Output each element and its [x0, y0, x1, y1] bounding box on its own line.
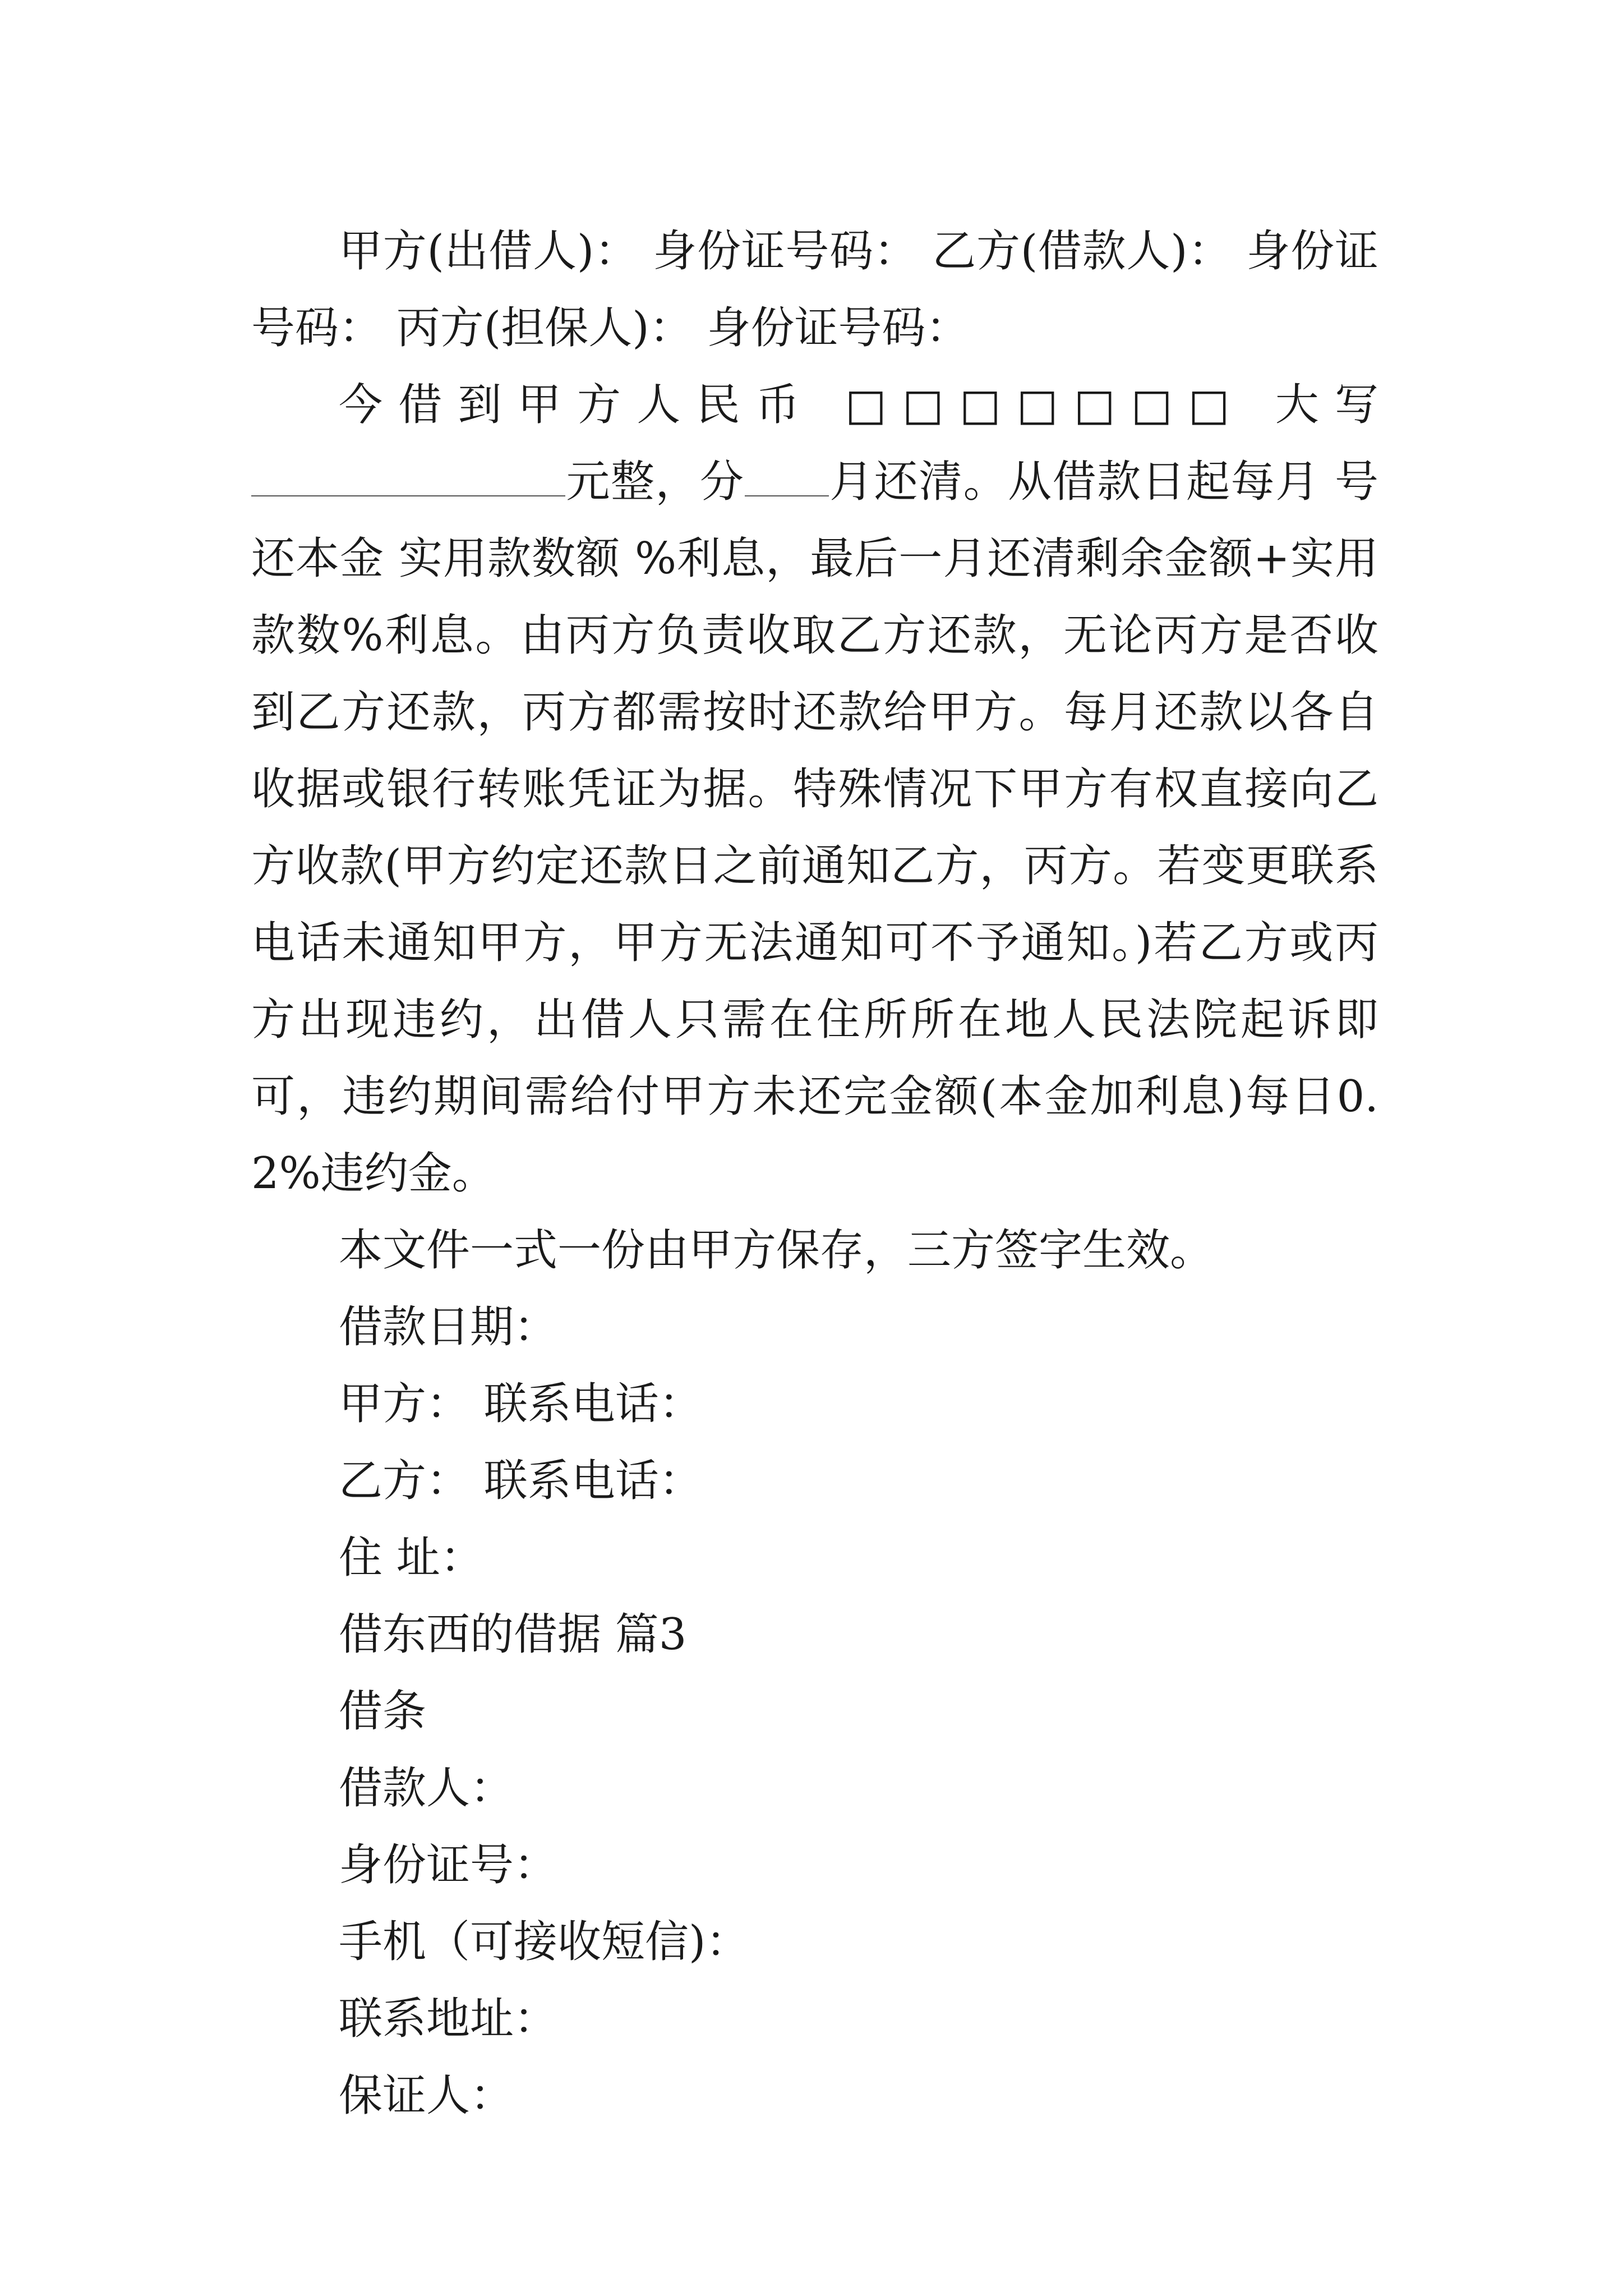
amount-in-words-blank — [251, 459, 565, 496]
address-label: 住 址： — [339, 1533, 484, 1583]
copies-note: 本文件一式一份由甲方保存，三方签字生效。 — [339, 1225, 1214, 1276]
repayment-terms-text: 月还清。从借款日起每月 号还本金 实用款数额 %利息，最后一月还清剩余金额+实用款数%利息。由丙方负责收取乙方还款，无论丙方是否收到乙方还款，丙方都需按时还款给甲方。每月还款以各自收据或银行转账凭证为据。特殊情况下甲方有权直接向乙方收款(甲方约定还款日之前通知乙方，丙方。若变更联系电话未通知甲方，甲方无法通知可不予通知。)若乙方或丙方出现违约，出借人只需在住所所在地人民法院起诉即可，违约期间需给付甲方未还完金额(本金加利息)每日0.2%违约金。 — [251, 457, 1378, 1199]
loan-terms-paragraph — [251, 367, 1378, 1212]
loan-amount-text: 今借到甲方人民币 □□□□□□□ 大写 — [339, 380, 1378, 430]
section-heading: 借东西的借据 篇3 — [339, 1609, 687, 1660]
loan-date-label: 借款日期： — [339, 1302, 558, 1352]
iou-title: 借条 — [339, 1686, 427, 1737]
id-number-label: 身份证号： — [339, 1840, 558, 1890]
parties-paragraph: 甲方(出借人)： 身份证号码： 乙方(借款人)： 身份证号码： 丙方(担保人)： 身份证号码： — [251, 226, 1378, 353]
party-b-contact-label: 乙方： 联系电话： — [339, 1456, 703, 1506]
contact-address-label: 联系地址： — [339, 1994, 558, 2044]
document-body — [251, 213, 1378, 2134]
mobile-label: 手机（可接收短信)： — [339, 1917, 750, 1967]
months-blank — [745, 459, 829, 496]
loan-yuan-text: 元整，分 — [565, 457, 745, 507]
party-a-contact-label: 甲方： 联系电话： — [339, 1379, 703, 1429]
guarantor-label: 保证人： — [339, 2070, 514, 2121]
borrower-label: 借款人： — [339, 1763, 514, 1814]
